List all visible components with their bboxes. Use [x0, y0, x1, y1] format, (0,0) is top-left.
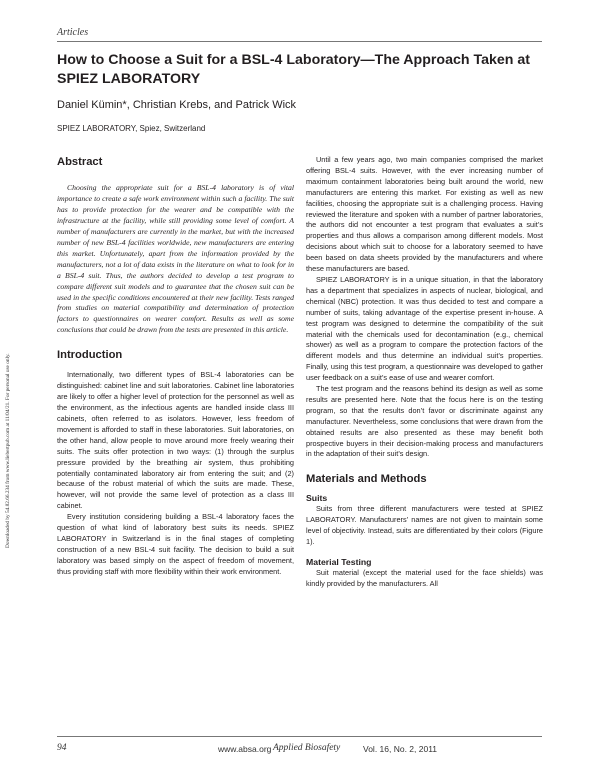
affiliation: SPIEZ LABORATORY, Spiez, Switzerland — [57, 124, 206, 133]
abstract-heading: Abstract — [57, 156, 103, 168]
paragraph: Every institution considering building a BSL-4 laboratory faces the question of what kind of laboratory best suits its needs. SPIEZ LABORATORY in Switzerland is in the final stages of completing construction of a new BSL-4 suit facility. The decision to build a suit laboratory was based simply on the aspect of freedom of movement, thus providing staff with more flexibility within their work environment. — [57, 512, 294, 576]
download-notice: Downloaded by 54.82.66.234 from www.liebertpub.com at 11/04/21. For personal use only. — [5, 353, 11, 548]
article-title: How to Choose a Suit for a BSL-4 Laboratory—The Approach Taken at SPIEZ LABORATORY — [57, 52, 530, 87]
introduction-heading: Introduction — [57, 349, 123, 362]
paragraph: Suits from three different manufacturers were tested at SPIEZ LABORATORY. Manufacturers’ names are not given to maintain some level of objectivity. Instead, suits are differentiated by their colors (Figure 1). — [306, 504, 543, 547]
suits-heading: Suits — [306, 493, 328, 504]
bottom-divider — [57, 736, 542, 737]
paragraph: SPIEZ LABORATORY is in a unique situation, in that the laboratory has a department that specializes in aspects of nuclear, biological, and chemical (NBC) protection. It was thus decided to test and compare a number of suits, taking advantage of the expertise present in-house. A test program was designed to determine the compatibility of the suit material with the chemicals used for decontamination (e.g., chemical shower) as well as a program to compare the protection factors of the different models and thus determine an individual suit’s properties. Finally, using this test program, a questionnaire was developed to gather user feedback on a suit’s ease of use and wearer comfort. — [306, 274, 543, 383]
methods-heading: Materials and Methods — [306, 473, 427, 486]
website-link[interactable]: www.absa.org — [218, 744, 272, 754]
abstract-text: Choosing the appropriate suit for a BSL-4 laboratory is of vital importance to create a safe work environment within such a facility. The suit has to provide protection for the wearer and be compatible with the infrastructure at the facility, while still providing some level of comfort. A number of manufacturers are currently in the market, but with the increased number of new BSL-4 facilities worldwide, new manufacturers are entering this market. Unfortunately, apart from the information provided by the manufacturers, not a lot of data exists in the literature on what to look for in a BSL-4 suit. Thus, the authors decided to develop a test program to compare different suit models and to guarantee that the chosen suit can be used in the specific conditions encountered at their new facility. Tests ranged from studies on material compatibility and determination of protection factors to questionnaires on wearer comfort. Results as well as some conclusions that could be drawn from the tests are presented in this article. — [57, 183, 294, 335]
right-column — [306, 155, 543, 590]
journal-name: Applied Biosafety — [273, 743, 341, 753]
paragraph: The test program and the reasons behind its design as well as some results are presented here. Note that the focus here is on the testing program, so that the results don’t favor or discriminate against any manufacturer. Nevertheless, some conclusions that were drawn from the obtained results are also presented as these may benefit both prospective buyers in their decision-making process and manufacturers in the adaptation of their suit’s design. — [306, 384, 543, 459]
page-number: 94 — [57, 743, 67, 753]
issue-info: Vol. 16, No. 2, 2011 — [363, 744, 438, 754]
left-column — [57, 155, 294, 578]
material-testing-heading: Material Testing — [306, 557, 372, 567]
section-label: Articles — [57, 27, 89, 38]
paragraph: Until a few years ago, two main companies comprised the market offering BSL-4 suits. However, with the ever increasing number of maximum containment laboratories being built around the world, new manufacturers are entering this market. For existing as well as new facilities, choosing the appropriate suit is a challenging process. Having reviewed the literature and spoken with a number of partner laboratories, the authors did not encounter a test program that evaluates a suit’s properties and thus allows a comparison among different models. Most decisions about which suit to choose for a laboratory seemed to have been based on data sheets provided by the manufacturers and where these manufacturers are based. — [306, 155, 543, 274]
author-list: Daniel Kümin*, Christian Krebs, and Patrick Wick — [57, 99, 297, 111]
paragraph: Internationally, two different types of BSL-4 laboratories can be distinguished: cabinet line and suit laboratories. Cabinet line laboratories are likely to offer a higher level of protection for the personnel as well as the environment, as the infectious agents are handled inside class III cabinets, often referred to as isolators. However, less freedom of movement is afforded to staff in these laboratories. Suit laboratories, on the other hand, allow people to move around more freely wearing their suits. The suits offer protection in two ways: (1) through the surplus pressure provided by the breathing air system, thus prohibiting potentially contaminated laboratory air from entering the suit; and (2) because of the robust material of which the suits are made. These, however, will not provide the same level of protection as a class III cabinet. — [57, 370, 294, 511]
paragraph: Suit material (except the material used for the face shields) was kindly provided by the manufacturers. All — [306, 568, 543, 588]
top-divider — [57, 41, 542, 42]
